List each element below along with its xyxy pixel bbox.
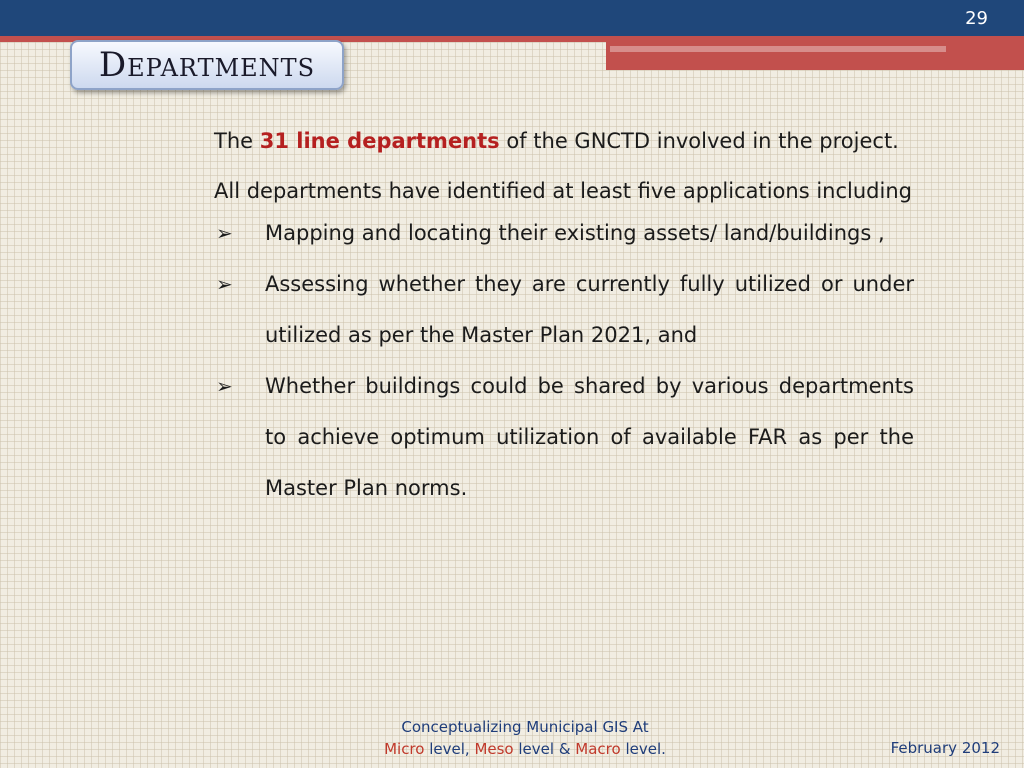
footer-meso: Meso [474,740,514,758]
slide-body [214,124,914,514]
footer-level-2: level & [513,740,576,758]
bullet-text: Whether buildings could be shared by various departments to achieve optimum utilization of available FAR as per the Master Plan norms. [265,374,914,500]
bullet-list [214,208,914,514]
slide-title: Departments [98,45,316,85]
footer-level-1: level, [424,740,475,758]
bullet-item [214,361,914,514]
footer-macro: Macro [575,740,621,758]
arrowhead-bullet-icon: ➢ [216,374,233,398]
footer-line-1: Conceptualizing Municipal GIS At [401,718,649,736]
bullet-text: Mapping and locating their existing assets/ land/buildings , [265,221,885,245]
slide-number: 29 [965,8,988,29]
footer-micro: Micro [384,740,425,758]
lead-in-paragraph: All departments have identified at least five applications including [214,179,912,203]
footer-caption [340,716,710,760]
footer-line-2 [340,738,710,760]
intro-prefix: The [214,129,254,153]
arrowhead-bullet-icon: ➢ [216,272,233,296]
header-accent-stripe [610,46,946,52]
intro-suffix: of the GNCTD involved in the project. [506,129,899,153]
bullet-text: Assessing whether they are currently fully utilized or under utilized as per the Master Plan 2021, and [265,272,914,347]
footer-level-3: level. [620,740,666,758]
bullet-item [214,208,914,259]
title-box [70,40,344,90]
bullet-item [214,259,914,361]
header-band [0,0,1024,36]
intro-highlight: 31 line departments [259,129,500,153]
intro-paragraph [214,124,914,158]
arrowhead-bullet-icon: ➢ [216,221,233,245]
footer-date: February 2012 [890,739,1000,757]
